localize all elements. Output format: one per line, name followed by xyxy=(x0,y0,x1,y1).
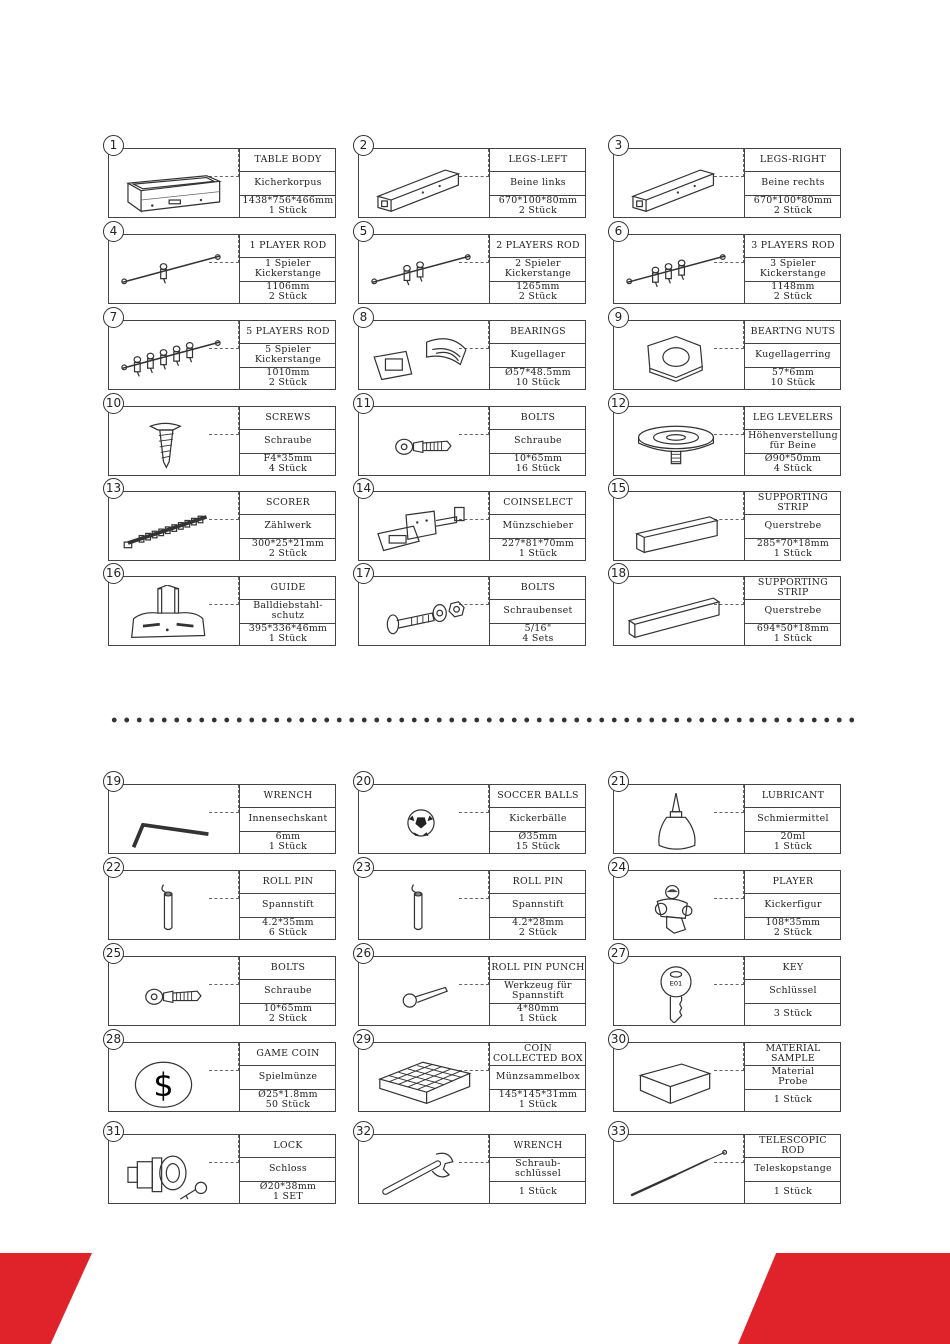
part-size: 10*65mm xyxy=(513,452,563,464)
part-card xyxy=(108,138,336,218)
part-card xyxy=(610,1124,841,1204)
part-number: 5 xyxy=(353,221,374,242)
part-number: 11 xyxy=(353,393,374,414)
part-name-en: 3 PLAYERS ROD xyxy=(745,235,841,258)
part-name-de: Münzsammelbox xyxy=(490,1065,586,1090)
part-name-de: Schraube xyxy=(240,979,336,1004)
part-number: 19 xyxy=(103,771,124,792)
part-quantity: 10 Stück xyxy=(515,377,561,388)
part-number: 25 xyxy=(103,943,124,964)
part-info xyxy=(239,871,336,939)
part-info xyxy=(489,1135,586,1203)
part-info xyxy=(239,235,336,303)
part-name-de: Höhenverstellung für Beine xyxy=(745,429,841,454)
part-size: 670*100*80mm xyxy=(498,194,578,206)
part-card xyxy=(358,224,586,304)
part-size: 227*81*70mm xyxy=(501,537,575,549)
part-size-qty xyxy=(240,623,336,645)
part-size-qty xyxy=(240,367,336,389)
part-size: Ø20*38mm xyxy=(259,1180,317,1192)
part-name-en: LUBRICANT xyxy=(745,785,841,808)
part-size: 395*336*46mm xyxy=(248,622,328,634)
part-card xyxy=(105,481,336,561)
part-name-de: 3 Spieler Kickerstange xyxy=(745,257,841,282)
part-number: 23 xyxy=(353,857,374,878)
part-card xyxy=(358,138,586,218)
part-size-qty xyxy=(490,1089,586,1111)
part-name-en: BOLTS xyxy=(240,957,336,980)
part-name-en: SOCCER BALLS xyxy=(490,785,586,808)
part-size-qty xyxy=(745,367,841,389)
part-name-de: 5 Spieler Kickerstange xyxy=(240,343,336,368)
part-number: 13 xyxy=(103,478,124,499)
part-name-en: 1 PLAYER ROD xyxy=(240,235,336,258)
part-quantity: 1 Stück xyxy=(518,1013,558,1024)
part-card xyxy=(610,860,841,940)
part-name-en: BEARTNG NUTS xyxy=(745,321,841,344)
part-number: 16 xyxy=(103,563,124,584)
part-quantity: 2 Stück xyxy=(518,205,558,216)
part-name-en: TELESCOPIC ROD xyxy=(745,1135,841,1158)
part-card xyxy=(610,774,841,854)
spanner-icon xyxy=(361,1143,481,1201)
part-name-de: Beine links xyxy=(490,171,586,196)
part-quantity: 2 Stück xyxy=(268,377,308,388)
leg-icon xyxy=(361,157,481,215)
part-name-en: SUPPORTING STRIP xyxy=(745,577,841,600)
ball-icon xyxy=(361,793,481,851)
part-size-qty xyxy=(745,831,841,853)
part-size: 4.2*28mm xyxy=(512,916,564,928)
part-name-en: GAME COIN xyxy=(240,1043,336,1066)
part-number: 28 xyxy=(103,1029,124,1050)
part-name-en: 5 PLAYERS ROD xyxy=(240,321,336,344)
part-size-qty xyxy=(240,281,336,303)
part-number: 2 xyxy=(353,135,374,156)
part-quantity: 1 Stück xyxy=(268,841,308,852)
sample-block-icon xyxy=(616,1051,736,1109)
part-name-de: Kickerfigur xyxy=(745,893,841,918)
part-name-en: SUPPORTING STRIP xyxy=(745,492,841,515)
part-card xyxy=(610,566,841,646)
bolt-washer-icon xyxy=(111,965,231,1023)
part-name-en: WRENCH xyxy=(490,1135,586,1158)
rod-3-icon xyxy=(616,243,736,301)
part-size-qty xyxy=(490,538,586,560)
player-figure-icon xyxy=(616,879,736,937)
part-name-de: 1 Spieler Kickerstange xyxy=(240,257,336,282)
part-name-de: 2 Spieler Kickerstange xyxy=(490,257,586,282)
part-name-en: LEGS-LEFT xyxy=(490,149,586,172)
part-number: 20 xyxy=(353,771,374,792)
telescopic-rod-icon xyxy=(616,1143,736,1201)
part-name-en: LEG LEVELERS xyxy=(745,407,841,430)
part-size-qty xyxy=(490,281,586,303)
part-info xyxy=(489,407,586,475)
part-name-de: Schlüssel xyxy=(745,979,841,1004)
part-number: 31 xyxy=(103,1121,124,1142)
part-number: 26 xyxy=(353,943,374,964)
leg-icon xyxy=(616,157,736,215)
part-size-qty xyxy=(745,195,841,217)
part-card xyxy=(108,310,336,390)
part-size-qty xyxy=(490,831,586,853)
part-size: 1106mm xyxy=(266,280,310,292)
part-quantity: 2 Stück xyxy=(518,927,558,938)
part-quantity: 4 Stück xyxy=(773,463,813,474)
coin-select-icon xyxy=(361,500,481,558)
part-card xyxy=(355,774,586,854)
part-number: 17 xyxy=(353,563,374,584)
part-number: 32 xyxy=(353,1121,374,1142)
part-card xyxy=(355,1124,586,1204)
part-info xyxy=(489,957,586,1025)
part-info xyxy=(489,321,586,389)
part-quantity: 6 Stück xyxy=(268,927,308,938)
part-card xyxy=(613,310,841,390)
key-marking: E01 xyxy=(669,979,683,988)
part-size-qty xyxy=(240,1181,336,1203)
scorer-icon xyxy=(111,500,231,558)
part-name-en: WRENCH xyxy=(240,785,336,808)
part-size: 5/16" xyxy=(524,622,552,634)
part-size-qty xyxy=(240,1089,336,1111)
rod-2-icon xyxy=(361,243,481,301)
part-name-en: PLAYER xyxy=(745,871,841,894)
part-size: 4*80mm xyxy=(516,1002,560,1014)
part-name-de: Material Probe xyxy=(745,1065,841,1090)
part-size: F4*35mm xyxy=(263,452,313,464)
hex-key-icon xyxy=(111,793,231,851)
leveler-icon xyxy=(616,415,736,473)
part-quantity: 1 SET xyxy=(273,1191,303,1202)
part-info xyxy=(744,1043,841,1111)
part-size: 4.2*35mm xyxy=(262,916,314,928)
part-info xyxy=(239,149,336,217)
part-name-de: Werkzeug für Spannstift xyxy=(490,979,586,1004)
part-quantity: 15 Stück xyxy=(515,841,561,852)
part-card xyxy=(105,1124,336,1204)
part-name-en: BEARINGS xyxy=(490,321,586,344)
part-name-en: ROLL PIN PUNCH xyxy=(490,957,586,980)
part-size: 57*6mm xyxy=(771,366,815,378)
part-quantity: 3 Stück xyxy=(773,1007,813,1019)
part-name-en: LEGS-RIGHT xyxy=(745,149,841,172)
part-size: 6mm xyxy=(275,830,301,842)
coin-box-icon xyxy=(361,1051,481,1109)
part-quantity: 2 Stück xyxy=(518,291,558,302)
part-quantity: 4 Stück xyxy=(268,463,308,474)
part-card xyxy=(105,774,336,854)
part-size-qty xyxy=(240,917,336,939)
part-quantity: 1 Stück xyxy=(268,633,308,644)
part-name-de: Schmiermittel xyxy=(745,807,841,832)
part-info xyxy=(744,871,841,939)
roll-pin-icon xyxy=(111,879,231,937)
part-name-de: Schraub- schlüssel xyxy=(490,1157,586,1182)
part-name-en: LOCK xyxy=(240,1135,336,1158)
part-name-en: COIN COLLECTED BOX xyxy=(490,1043,586,1066)
hex-nut-icon xyxy=(616,329,736,387)
part-info xyxy=(239,957,336,1025)
part-size: 1265mm xyxy=(516,280,560,292)
part-quantity: 1 Stück xyxy=(518,1099,558,1110)
part-name-en: COINSELECT xyxy=(490,492,586,515)
part-name-de: Kickerbälle xyxy=(490,807,586,832)
part-info xyxy=(489,1043,586,1111)
bolt-set-icon xyxy=(361,585,481,643)
part-size-qty xyxy=(490,623,586,645)
part-number: 12 xyxy=(608,393,629,414)
part-size-qty xyxy=(490,1003,586,1025)
part-card xyxy=(355,946,586,1026)
part-size: 694*50*18mm xyxy=(756,622,830,634)
part-size: 108*35mm xyxy=(765,916,821,928)
part-quantity: 2 Stück xyxy=(773,205,813,216)
part-info xyxy=(239,785,336,853)
part-size-qty xyxy=(745,917,841,939)
part-size: 145*145*31mm xyxy=(498,1088,578,1100)
part-name-en: BOLTS xyxy=(490,577,586,600)
screw-icon xyxy=(111,415,231,473)
part-card xyxy=(610,946,841,1026)
part-quantity: 2 Stück xyxy=(773,291,813,302)
part-number: 1 xyxy=(103,135,124,156)
part-size: Ø57*48.5mm xyxy=(505,366,571,378)
part-name-de: Querstrebe xyxy=(745,599,841,624)
pin-punch-icon xyxy=(361,965,481,1023)
part-number: 22 xyxy=(103,857,124,878)
part-info xyxy=(744,235,841,303)
lock-icon xyxy=(111,1143,231,1201)
part-info xyxy=(239,321,336,389)
part-card xyxy=(610,481,841,561)
part-size-qty xyxy=(240,195,336,217)
part-name-en: BOLTS xyxy=(490,407,586,430)
part-number: 15 xyxy=(608,478,629,499)
part-info xyxy=(744,577,841,645)
part-info xyxy=(489,235,586,303)
rod-1-icon xyxy=(111,243,231,301)
guide-icon xyxy=(111,585,231,643)
part-quantity: 1 Stück xyxy=(773,1093,813,1105)
part-quantity: 1 Stück xyxy=(773,633,813,644)
part-info xyxy=(744,407,841,475)
part-card xyxy=(610,1032,841,1112)
part-size-qty xyxy=(490,367,586,389)
part-name-de: Kicherkorpus xyxy=(240,171,336,196)
part-name-en: ROLL PIN xyxy=(240,871,336,894)
part-name-de: Teleskopstange xyxy=(745,1157,841,1182)
part-name-de: Beine rechts xyxy=(745,171,841,196)
part-size: 20ml xyxy=(780,830,806,842)
part-name-de: Querstrebe xyxy=(745,514,841,539)
part-size-qty xyxy=(490,917,586,939)
part-quantity: 16 Stück xyxy=(515,463,561,474)
part-card xyxy=(610,396,841,476)
part-card xyxy=(105,566,336,646)
part-quantity: 2 Stück xyxy=(268,291,308,302)
coin-icon xyxy=(111,1051,231,1109)
part-info xyxy=(744,1135,841,1203)
section-divider xyxy=(108,716,856,724)
part-number: 27 xyxy=(608,943,629,964)
footer-accent-left xyxy=(0,1253,92,1344)
part-number: 14 xyxy=(353,478,374,499)
part-name-de: Balldiebstahl- schutz xyxy=(240,599,336,624)
oil-bottle-icon xyxy=(616,793,736,851)
part-name-de: Spielmünze xyxy=(240,1065,336,1090)
part-info xyxy=(744,492,841,560)
part-card xyxy=(355,396,586,476)
part-quantity: 10 Stück xyxy=(770,377,816,388)
part-info xyxy=(744,957,841,1025)
key-icon xyxy=(616,965,736,1023)
part-size: Ø25*1.8mm xyxy=(258,1088,318,1100)
table-body-icon xyxy=(111,157,231,215)
part-card xyxy=(358,310,586,390)
part-quantity: 1 Stück xyxy=(268,205,308,216)
part-info xyxy=(239,407,336,475)
part-size-qty xyxy=(490,453,586,475)
part-name-en: ROLL PIN xyxy=(490,871,586,894)
part-size-qty xyxy=(240,1003,336,1025)
part-size: 285*70*18mm xyxy=(756,537,830,549)
part-info xyxy=(744,785,841,853)
part-info xyxy=(489,785,586,853)
roll-pin-icon xyxy=(361,879,481,937)
part-number: 4 xyxy=(103,221,124,242)
part-size-qty xyxy=(745,1089,841,1111)
part-card xyxy=(108,224,336,304)
part-info xyxy=(239,492,336,560)
part-quantity: 2 Stück xyxy=(268,1013,308,1024)
part-name-de: Spannstift xyxy=(490,893,586,918)
part-size-qty xyxy=(745,453,841,475)
part-info xyxy=(239,577,336,645)
part-quantity: 2 Stück xyxy=(268,548,308,559)
part-info xyxy=(489,871,586,939)
part-name-de: Schraube xyxy=(240,429,336,454)
footer-accent-right xyxy=(738,1253,950,1344)
strip-long-icon xyxy=(616,585,736,643)
coin-symbol: $ xyxy=(153,1066,174,1104)
part-quantity: 1 Stück xyxy=(518,1185,558,1197)
part-name-en: SCREWS xyxy=(240,407,336,430)
part-size-qty xyxy=(240,538,336,560)
part-info xyxy=(489,492,586,560)
part-card xyxy=(613,224,841,304)
part-card xyxy=(355,481,586,561)
part-name-de: Kugellager xyxy=(490,343,586,368)
part-name-en: SCORER xyxy=(240,492,336,515)
part-number: 7 xyxy=(103,307,124,328)
part-quantity: 2 Stück xyxy=(773,927,813,938)
part-name-de: Schraube xyxy=(490,429,586,454)
part-number: 33 xyxy=(608,1121,629,1142)
part-card xyxy=(613,138,841,218)
part-size: Ø90*50mm xyxy=(764,452,822,464)
rod-5-icon xyxy=(111,329,231,387)
part-name-en: GUIDE xyxy=(240,577,336,600)
strip-short-icon xyxy=(616,500,736,558)
part-info xyxy=(744,321,841,389)
part-size: 10*65mm xyxy=(263,1002,313,1014)
part-size-qty xyxy=(745,1181,841,1203)
part-size: 1010mm xyxy=(266,366,310,378)
part-number: 8 xyxy=(353,307,374,328)
part-quantity: 1 Stück xyxy=(773,841,813,852)
part-card xyxy=(105,396,336,476)
part-size-qty xyxy=(745,538,841,560)
part-size: 1438*756*466mm xyxy=(242,194,334,206)
part-size: 1148mm xyxy=(771,280,815,292)
part-card xyxy=(105,946,336,1026)
part-number: 24 xyxy=(608,857,629,878)
part-info xyxy=(239,1135,336,1203)
part-size-qty xyxy=(240,453,336,475)
bearing-icon xyxy=(361,329,481,387)
part-name-de: Spannstift xyxy=(240,893,336,918)
part-number: 21 xyxy=(608,771,629,792)
part-number: 30 xyxy=(608,1029,629,1050)
part-quantity: 1 Stück xyxy=(773,1185,813,1197)
part-number: 29 xyxy=(353,1029,374,1050)
part-size-qty xyxy=(490,1181,586,1203)
part-size: 300*25*21mm xyxy=(251,537,325,549)
part-size-qty xyxy=(745,281,841,303)
part-card xyxy=(355,566,586,646)
part-name-de: Zählwerk xyxy=(240,514,336,539)
part-name-en: 2 PLAYERS ROD xyxy=(490,235,586,258)
part-info xyxy=(489,149,586,217)
part-number: 3 xyxy=(608,135,629,156)
part-name-de: Münzschieber xyxy=(490,514,586,539)
part-name-en: TABLE BODY xyxy=(240,149,336,172)
part-info xyxy=(489,577,586,645)
part-card xyxy=(355,860,586,940)
part-number: 9 xyxy=(608,307,629,328)
part-size-qty xyxy=(745,623,841,645)
part-card xyxy=(105,1032,336,1112)
part-quantity: 1 Stück xyxy=(773,548,813,559)
part-name-en: MATERIAL SAMPLE xyxy=(745,1043,841,1066)
part-size-qty xyxy=(490,195,586,217)
part-size-qty xyxy=(745,1003,841,1025)
part-quantity: 4 Sets xyxy=(522,633,554,644)
part-name-de: Schloss xyxy=(240,1157,336,1182)
part-number: 10 xyxy=(103,393,124,414)
part-number: 6 xyxy=(608,221,629,242)
part-name-en: KEY xyxy=(745,957,841,980)
part-size-qty xyxy=(240,831,336,853)
part-number: 18 xyxy=(608,563,629,584)
part-info xyxy=(744,149,841,217)
part-name-de: Schraubenset xyxy=(490,599,586,624)
bolt-washer-icon xyxy=(361,415,481,473)
part-quantity: 1 Stück xyxy=(518,548,558,559)
part-size: Ø35mm xyxy=(518,830,558,842)
part-name-de: Kugellagerring xyxy=(745,343,841,368)
part-card xyxy=(355,1032,586,1112)
part-size: 670*100*80mm xyxy=(753,194,833,206)
part-card xyxy=(105,860,336,940)
part-quantity: 50 Stück xyxy=(265,1099,311,1110)
part-info xyxy=(239,1043,336,1111)
part-name-de: Innensechskant xyxy=(240,807,336,832)
